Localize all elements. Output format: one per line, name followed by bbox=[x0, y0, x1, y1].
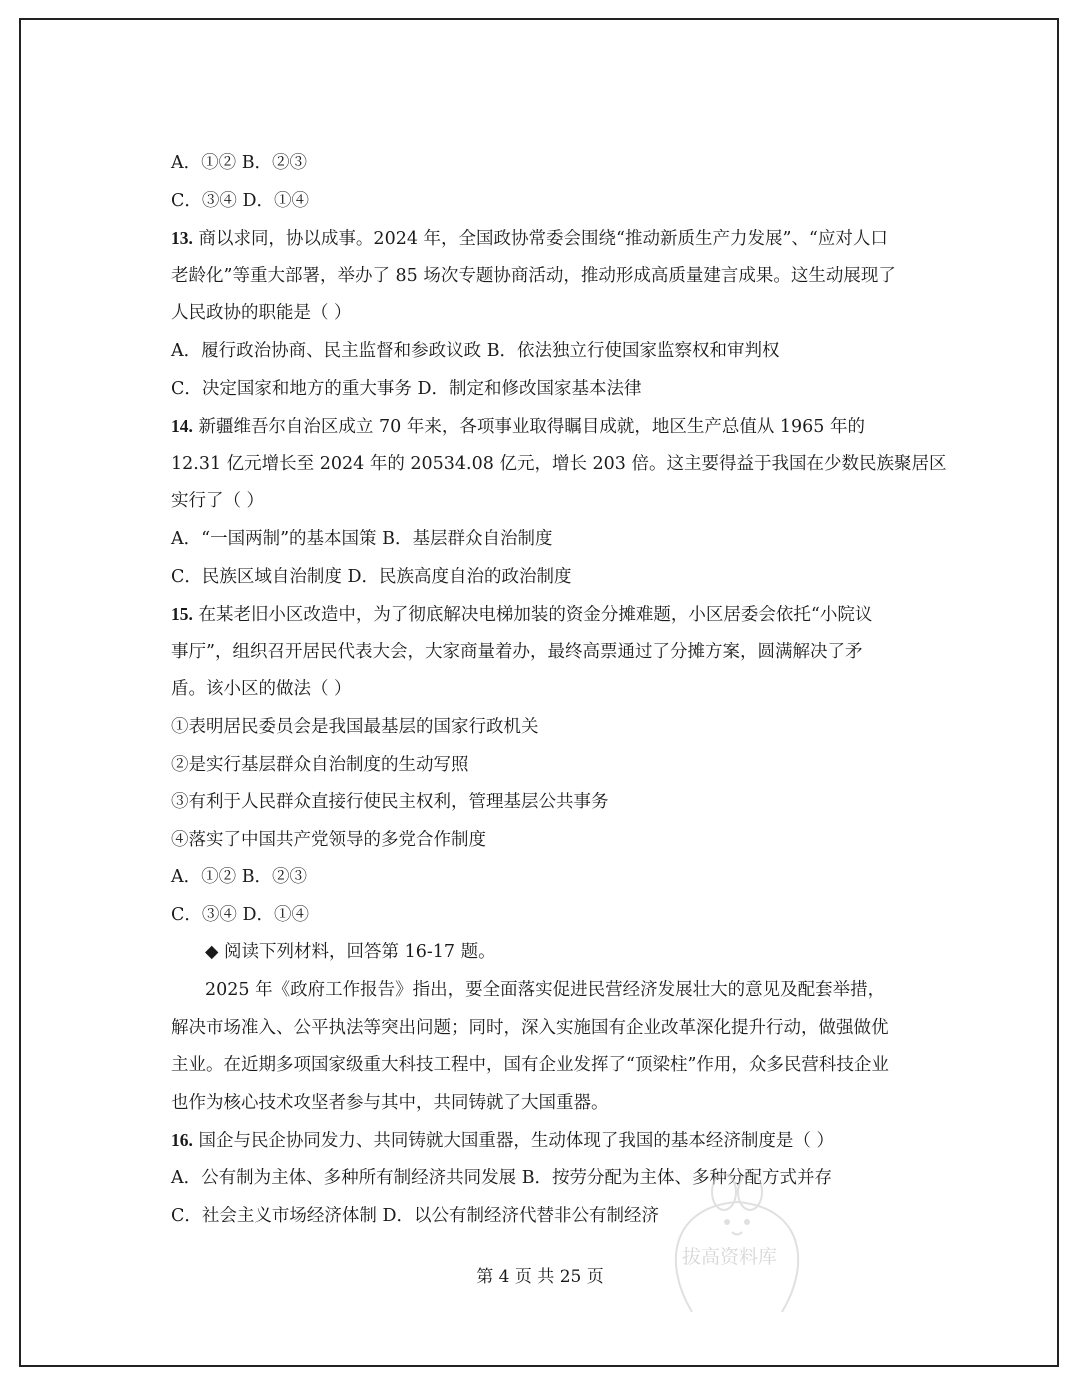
text-line bbox=[171, 521, 911, 559]
text-line bbox=[171, 596, 911, 634]
line-text: ②是实行基层群众自治制度的生动写照 bbox=[171, 754, 469, 775]
line-text: ④落实了中国共产党领导的多党合作制度 bbox=[171, 829, 486, 850]
text-line bbox=[171, 1047, 911, 1085]
question-number: 15. bbox=[171, 604, 193, 625]
line-text: 实行了（ ） bbox=[171, 491, 265, 512]
question-number: 14. bbox=[171, 416, 193, 437]
watermark bbox=[652, 1162, 822, 1312]
line-text: C．民族区域自治制度 D．民族高度自治的政治制度 bbox=[171, 566, 572, 587]
text-line bbox=[171, 897, 911, 935]
line-text: A．“一国两制”的基本国策 B．基层群众自治制度 bbox=[171, 528, 553, 549]
line-text: C．决定国家和地方的重大事务 D．制定和修改国家基本法律 bbox=[171, 378, 642, 399]
text-line bbox=[171, 559, 911, 597]
text-line bbox=[171, 747, 911, 785]
text-line bbox=[171, 859, 911, 897]
line-text: 2025 年《政府工作报告》指出，要全面落实促进民营经济发展壮大的意见及配套举措， bbox=[205, 980, 886, 1001]
text-line bbox=[171, 446, 947, 484]
text-line bbox=[171, 258, 911, 296]
text-line bbox=[171, 295, 911, 333]
text-line bbox=[171, 934, 911, 972]
text-line bbox=[171, 1122, 911, 1160]
line-text: 解决市场准入、公平执法等突出问题；同时，深入实施国有企业改革深化提升行动，做强做优 bbox=[171, 1017, 889, 1038]
text-line bbox=[171, 822, 911, 860]
line-text: A．①② B．②③ bbox=[171, 867, 308, 888]
line-text: A．①② B．②③ bbox=[171, 153, 308, 173]
text-line bbox=[171, 145, 911, 183]
text-line bbox=[171, 408, 911, 446]
line-text: 新疆维吾尔自治区成立 70 年来，各项事业取得瞩目成就，地区生产总值从 1965 年的 bbox=[192, 417, 865, 438]
text-line bbox=[171, 220, 911, 258]
line-text: C．③④ D．①④ bbox=[171, 190, 309, 211]
line-text: ①表明居民委员会是我国最基层的国家行政机关 bbox=[171, 716, 539, 737]
text-line bbox=[171, 634, 911, 672]
line-text: C．③④ D．①④ bbox=[171, 904, 309, 925]
line-text: 盾。该小区的做法（ ） bbox=[171, 679, 352, 700]
line-text: 也作为核心技术攻坚者参与其中，共同铸就了大国重器。 bbox=[171, 1092, 609, 1113]
line-text: A．公有制为主体、多种所有制经济共同发展 B．按劳分配为主体、多种分配方式并存 bbox=[171, 1168, 833, 1189]
line-text: 人民政协的职能是（ ） bbox=[171, 303, 352, 324]
text-line bbox=[171, 784, 911, 822]
line-text: C．社会主义市场经济体制 D．以公有制经济代替非公有制经济 bbox=[171, 1205, 659, 1226]
text-line bbox=[171, 483, 911, 521]
page-footer: 第 4 页 共 25 页 bbox=[476, 1267, 604, 1287]
text-line bbox=[171, 709, 911, 747]
document-body bbox=[171, 145, 947, 1235]
text-line bbox=[171, 371, 911, 409]
watermark-text: 拔高资料库 bbox=[682, 1246, 778, 1268]
line-text: 事厅”，组织召开居民代表大会，大家商量着办，最终高票通过了分摊方案，圆满解决了矛 bbox=[171, 641, 863, 662]
question-number: 13. bbox=[171, 228, 193, 249]
line-text: ◆ 阅读下列材料，回答第 16-17 题。 bbox=[205, 942, 496, 963]
line-text: 在某老旧小区改造中，为了彻底解决电梯加装的资金分摊难题，小区居委会依托“小院议 bbox=[192, 605, 873, 626]
line-text: 商以求同，协以成事。2024 年，全国政协常委会围绕“推动新质生产力发展”、“应对人口 bbox=[192, 229, 888, 250]
text-line bbox=[171, 671, 911, 709]
text-line bbox=[171, 1085, 911, 1123]
line-text: 老龄化”等重大部署，举办了 85 场次专题协商活动，推动形成高质量建言成果。这生动展现了 bbox=[171, 265, 896, 286]
line-text: 12.31 亿元增长至 2024 年的 20534.08 亿元，增长 203 倍。这主要得益于我国在少数民族聚居区 bbox=[171, 453, 947, 474]
line-text: 主业。在近期多项国家级重大科技工程中，国有企业发挥了“顶梁柱”作用，众多民营科技企业 bbox=[171, 1055, 889, 1076]
watermark-mascot-icon bbox=[652, 1162, 822, 1312]
line-text: ③有利于人民群众直接行使民主权利，管理基层公共事务 bbox=[171, 792, 609, 813]
text-line bbox=[171, 1010, 911, 1048]
question-number: 16. bbox=[171, 1130, 193, 1151]
text-line bbox=[171, 972, 911, 1010]
text-line bbox=[171, 333, 911, 371]
text-line bbox=[171, 183, 911, 221]
line-text: A．履行政治协商、民主监督和参政议政 B．依法独立行使国家监察权和审判权 bbox=[171, 340, 780, 361]
line-text: 国企与民企协同发力、共同铸就大国重器，生动体现了我国的基本经济制度是（ ） bbox=[192, 1131, 834, 1152]
